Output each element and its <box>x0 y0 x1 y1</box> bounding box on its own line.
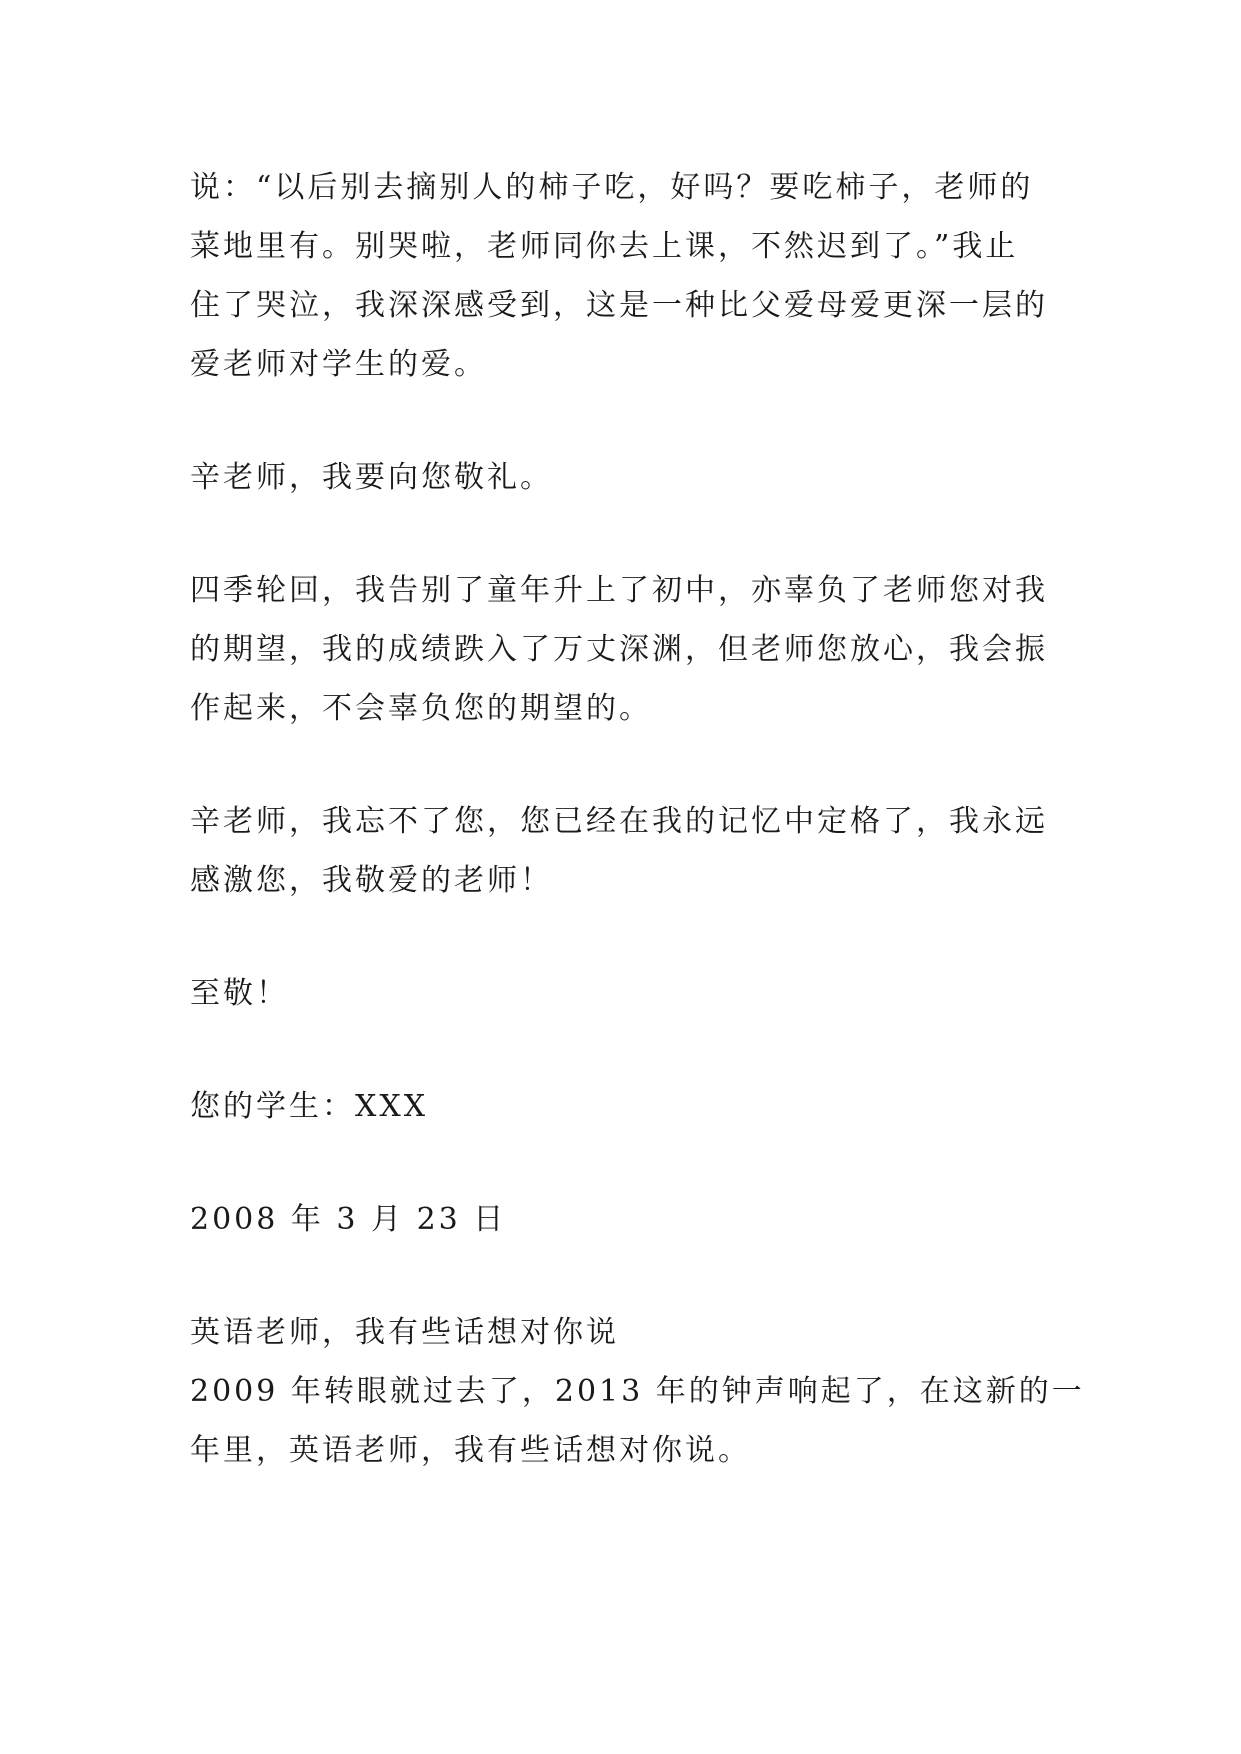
paragraph-spacer <box>190 394 1060 448</box>
paragraph-spacer <box>190 738 1060 792</box>
text-line: 作起来，不会辜负您的期望的。 <box>190 691 652 726</box>
text-line: 2009 年转眼就过去了，2013 年的钟声响起了，在这新的一 <box>190 1374 1085 1409</box>
closing-text: 至敬！ <box>190 976 289 1011</box>
text-line: 年里，英语老师，我有些话想对你说。 <box>190 1433 751 1468</box>
paragraph-persimmon <box>190 158 1060 394</box>
paragraph-spacer <box>190 910 1060 964</box>
text-line: 感激您，我敬爱的老师！ <box>190 863 553 898</box>
text-line: 辛老师，我要向您敬礼。 <box>190 460 553 495</box>
paragraph-gratitude <box>190 792 1060 910</box>
closing-line <box>190 964 1060 1023</box>
paragraph-seasons <box>190 561 1060 738</box>
signature-line <box>190 1077 1060 1136</box>
text-line: 的期望，我的成绩跌入了万丈深渊，但老师您放心，我会振 <box>190 632 1048 667</box>
text-line: 菜地里有。别哭啦，老师同你去上课，不然迟到了。”我止 <box>190 229 1019 264</box>
text-line: 说：“以后别去摘别人的柿子吃，好吗？要吃柿子，老师的 <box>190 170 1034 205</box>
second-article <box>190 1303 1085 1480</box>
date-text: 2008 年 3 月 23 日 <box>190 1202 507 1237</box>
text-line: 辛老师，我忘不了您，您已经在我的记忆中定格了，我永远 <box>190 804 1048 839</box>
paragraph-spacer <box>190 507 1060 561</box>
paragraph-spacer <box>190 1136 1060 1190</box>
article-title: 英语老师，我有些话想对你说 <box>190 1315 619 1350</box>
paragraph-salute <box>190 448 1060 507</box>
text-line: 四季轮回，我告别了童年升上了初中，亦辜负了老师您对我 <box>190 573 1048 608</box>
document-body <box>190 158 1085 1480</box>
signature-text: 您的学生：XXX <box>190 1089 429 1124</box>
paragraph-spacer <box>190 1249 1060 1303</box>
date-line <box>190 1190 1060 1249</box>
text-line: 爱老师对学生的爱。 <box>190 347 487 382</box>
paragraph-spacer <box>190 1023 1060 1077</box>
text-line: 住了哭泣，我深深感受到，这是一种比父爱母爱更深一层的 <box>190 288 1048 323</box>
